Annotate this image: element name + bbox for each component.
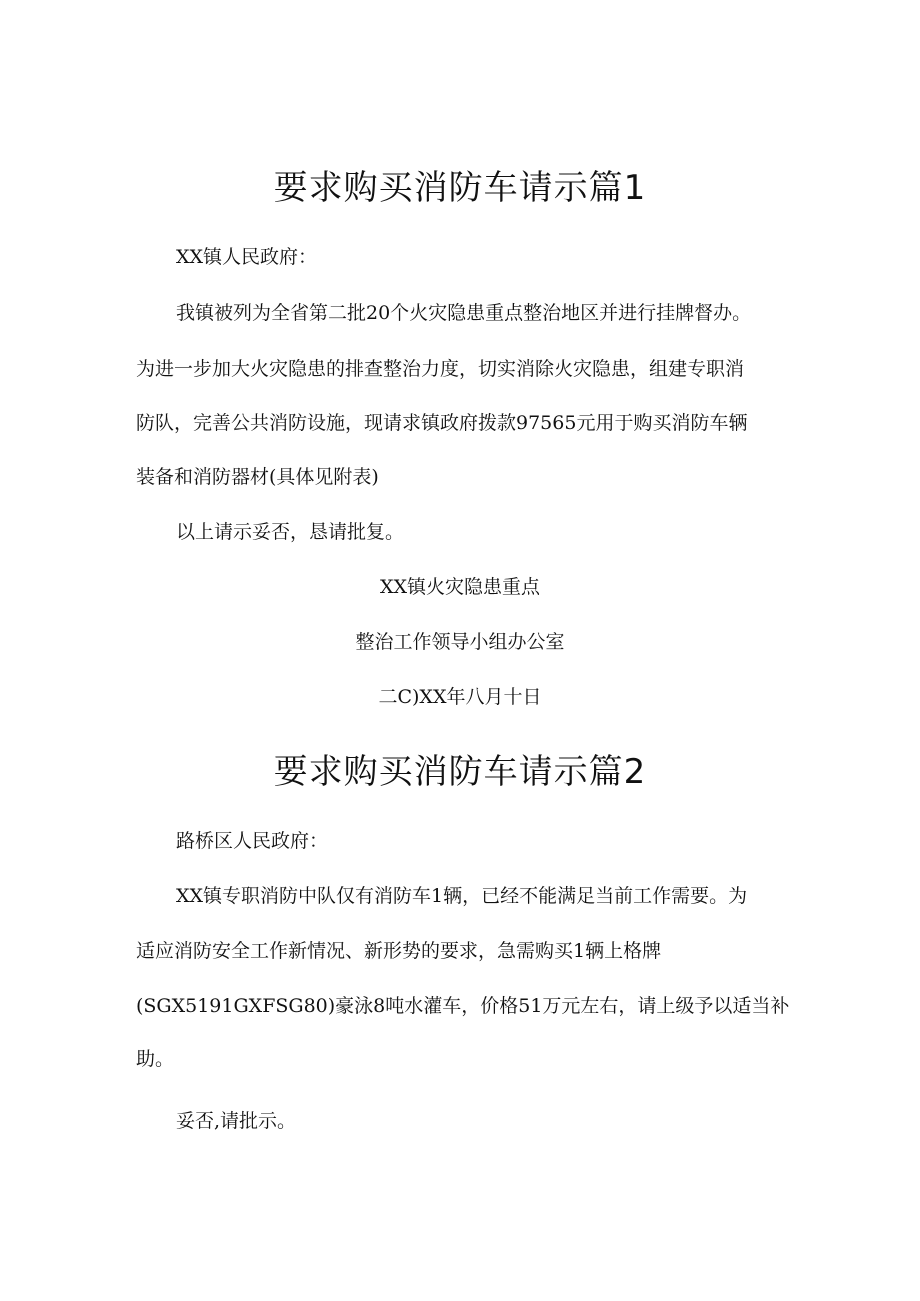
section1-closing: 以上请示妥否，恳请批复。: [176, 521, 405, 543]
section1-body-line-2: 为进一步加大火灾隐患的排查整治力度，切实消除火灾隐患，组建专职消: [136, 358, 745, 380]
section1-title: 要求购买消防车请示篇1: [273, 168, 647, 208]
section2-body-line-2: 适应消防安全工作新情况、新形势的要求，急需购买1辆上格牌: [136, 940, 662, 962]
section1-signature-line2: 整治工作领导小组办公室: [355, 631, 565, 653]
section1-salutation: XX镇人民政府：: [176, 246, 318, 268]
section2-body-line-1: XX镇专职消防中队仅有消防车1辆，已经不能满足当前工作需要。为: [176, 885, 748, 907]
section1-signature-line1: XX镇火灾隐患重点: [379, 576, 541, 598]
section1-date: 二C)XX年八月十日: [378, 686, 542, 708]
section2-salutation: 路桥区人民政府：: [176, 830, 329, 852]
section1-body-line-3: 防队，完善公共消防设施，现请求镇政府拨款97565元用于购买消防车辆: [136, 412, 748, 434]
section2-closing: 妥否,请批示。: [176, 1110, 297, 1132]
section2-body-line-3: (SGX5191GXFSG80)豪泳8吨水灌车，价格51万元左右，请上级予以适当补: [136, 995, 790, 1017]
section2-body-line-4: 助。: [136, 1048, 175, 1070]
section1-body-line-1: 我镇被列为全省第二批20个火灾隐患重点整治地区并进行挂牌督办。: [176, 302, 752, 324]
section2-title: 要求购买消防车请示篇2: [273, 752, 647, 792]
section1-body-line-4: 装备和消防器材(具体见附表): [136, 466, 379, 488]
